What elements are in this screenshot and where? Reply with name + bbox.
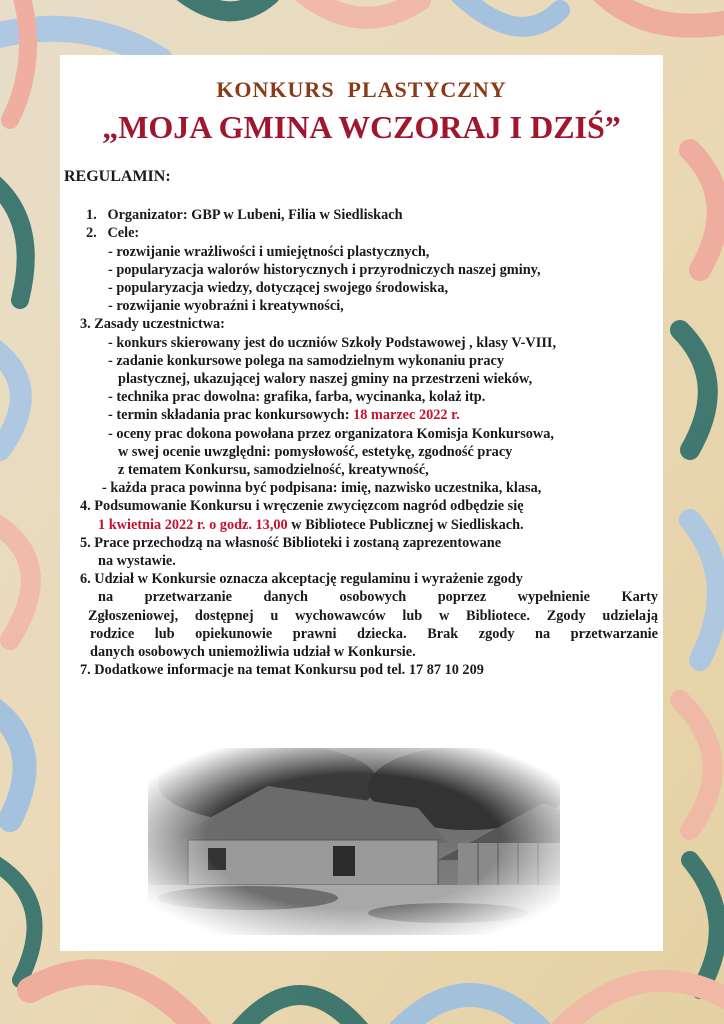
rule-6-cont: rodzice lub opiekunowie prawni dziecka. Brak zgody na przetwarzanie [90,625,658,642]
rule-6-cont: Zgłoszeniowej, dostępnej u wychowawców lub w Bibliotece. Zgody udzielają [88,607,658,624]
rule-4: 4. Podsumowanie Konkursu i wręczenie zwycięzcom nagród odbędzie się [80,498,524,515]
rule-6-cont: na przetwarzanie danych osobowych poprzez wypełnienie Karty [98,589,658,606]
rules-heading: REGULAMIN: [64,168,171,185]
contest-type-heading: KONKURS PLASTYCZNY [216,77,507,102]
rules-body [64,168,658,679]
contest-title: „MOJA GMINA WCZORAJ I DZIŚ” [102,109,621,145]
rule-3-deadline [64,406,658,424]
rule-2-item: - rozwijanie wrażliwości i umiejętności plastycznych, [108,243,430,260]
historic-village-photo [148,748,560,935]
rule-6: 6. Udział w Konkursie oznacza akceptację regulaminu i wyrażenie zgody [80,571,523,588]
rule-3-item: - oceny prac dokona powołana przez organizatora Komisja Konkursowa, [108,425,554,442]
rule-3-item: - zadanie konkursowe polega na samodzielnym wykonaniu pracy [108,352,504,369]
rule-1: 1. Organizator: GBP w Lubeni, Filia w Siedliskach [86,207,403,224]
rule-2-item: - popularyzacja wiedzy, dotyczącej swojego środowiska, [108,280,449,297]
deadline-date: 18 marzec 2022 r. [353,407,460,424]
rule-3-item-cont: w swej ocenie uwzględni: pomysłowość, estetykę, zgodność pracy [118,443,513,460]
rule-2-item: - rozwijanie wyobraźni i kreatywności, [108,298,344,315]
rule-3-item: - każda praca powinna być podpisana: imię, nazwisko uczestnika, klasa, [102,480,542,497]
rule-4-event [64,516,658,534]
rule-3: 3. Zasady uczestnictwa: [80,316,225,333]
rule-5: 5. Prace przechodzą na własność Biblioteki i zostaną zaprezentowane [80,534,502,551]
rule-7: 7. Dodatkowe informacje na temat Konkursu pod tel. 17 87 10 209 [80,662,484,679]
rule-3-item-cont: z tematem Konkursu, samodzielność, kreatywność, [118,462,429,479]
deadline-label: - termin składania prac konkursowych: [108,407,354,424]
rule-5-cont: na wystawie. [98,553,176,570]
ceremony-place: w Bibliotece Publicznej w Siedliskach. [287,516,524,533]
rule-2: 2. Cele: [86,225,140,242]
rule-3-item-cont: plastycznej, ukazującej walory naszej gminy na przestrzeni wieków, [118,371,533,388]
poster-sheet [60,55,663,951]
rule-6-cont: danych osobowych uniemożliwia udział w Konkursie. [90,644,416,661]
rule-3-item: - konkurs skierowany jest do uczniów Szkoły Podstawowej , klasy V-VIII, [108,334,557,351]
rule-2-item: - popularyzacja walorów historycznych i przyrodniczych naszej gminy, [108,261,541,278]
ceremony-date: 1 kwietnia 2022 r. o godz. 13,00 [98,516,288,533]
rule-3-item: - technika prac dowolna: grafika, farba, wycinanka, kolaż itp. [108,389,486,406]
